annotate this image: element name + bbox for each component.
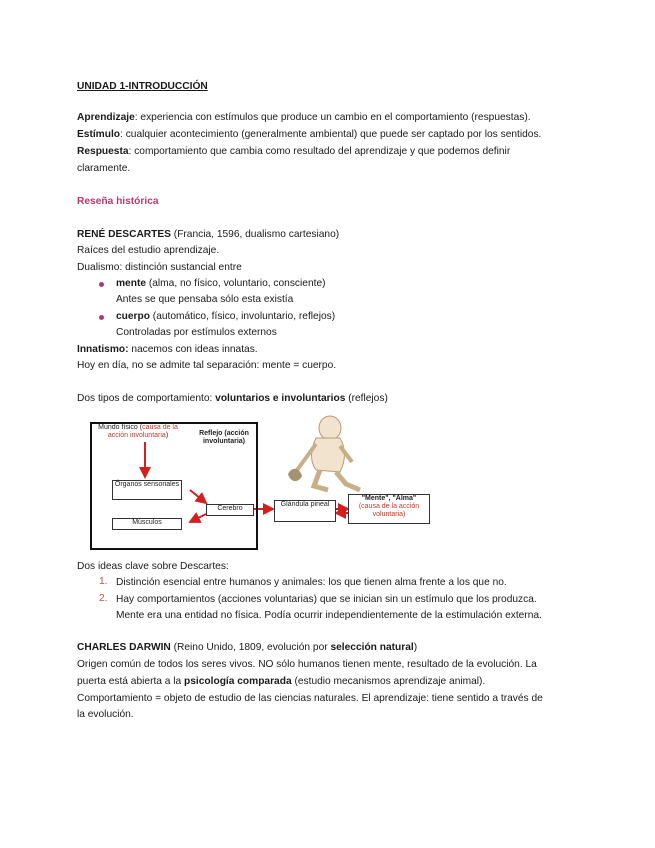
musculos-box: Músculos	[112, 518, 182, 530]
darwin-line-2: puerta está abierta a la psicología comparada (estudio mecanismos aprendizaje animal).	[77, 676, 486, 687]
section-heading: Reseña histórica	[77, 196, 159, 207]
mundo-fisico-label: Mundo físico (causa de la acción involuntaria)	[96, 424, 180, 442]
bullet-mente-sub: Antes se que pensaba sólo esta existía	[116, 294, 294, 305]
descartes-line-1: Raíces del estudio aprendizaje.	[77, 245, 220, 256]
statue-illustration	[280, 410, 372, 496]
mente-alma-box: "Mente", "Alma" (causa de la acción voluntaria)	[348, 494, 430, 524]
darwin-line-3: Comportamiento = objeto de estudio de las ciencias naturales. El aprendizaje: tiene sentido a través de	[77, 693, 543, 704]
glandula-box: Glándula pineal	[274, 500, 336, 522]
definition-respuesta: Respuesta: comportamiento que cambia como resultado del aprendizaje y que podemos definir	[77, 146, 511, 157]
descartes-line-2: Dualismo: distinción sustancial entre	[77, 262, 242, 273]
descartes-diagram	[90, 410, 510, 550]
page-title: UNIDAD 1-INTRODUCCIÓN	[77, 81, 208, 92]
definition-aprendizaje: Aprendizaje: experiencia con estímulos que produce un cambio en el comportamiento (respuestas).	[77, 112, 531, 123]
hoy-line: Hoy en día, no se admite tal separación: mente = cuerpo.	[77, 360, 337, 371]
innatismo-line: Innatismo: nacemos con ideas innatas.	[77, 344, 258, 355]
bullet-icon	[99, 315, 104, 320]
descartes-heading: RENÉ DESCARTES (Francia, 1596, dualismo cartesiano)	[77, 229, 340, 240]
reflejo-label: Reflejo (acción involuntaria)	[198, 430, 250, 450]
bullet-icon	[99, 282, 104, 287]
list-number: 1.	[99, 576, 108, 587]
cerebro-box: Cerebro	[206, 504, 254, 516]
bullet-cuerpo: cuerpo (automático, físico, involuntario, reflejos)	[116, 311, 336, 322]
idea-2-cont: Mente era una entidad no física. Podía ocurrir independientemente de la estimulación externa.	[116, 610, 542, 621]
darwin-heading: CHARLES DARWIN (Reino Unido, 1809, evolución por selección natural)	[77, 642, 418, 653]
darwin-line-1: Origen común de todos los seres vivos. NO sólo humanos tienen mente, resultado de la evolución. La	[77, 659, 537, 670]
dos-ideas-heading: Dos ideas clave sobre Descartes:	[77, 561, 229, 572]
definition-estimulo: Estímulo: cualquier acontecimiento (generalmente ambiental) que puede ser captado por los sentidos.	[77, 129, 542, 140]
bullet-mente: mente (alma, no físico, voluntario, consciente)	[116, 278, 326, 289]
organos-box: Órganos sensoriales	[112, 480, 182, 500]
dos-tipos-line: Dos tipos de comportamiento: voluntarios e involuntarios (reflejos)	[77, 393, 388, 404]
bullet-cuerpo-sub: Controladas por estímulos externos	[116, 327, 277, 338]
idea-1: Distinción esencial entre humanos y animales: los que tienen alma frente a los que no.	[116, 577, 507, 588]
idea-2: Hay comportamientos (acciones voluntarias) que se inician sin un estímulo que los produzca.	[116, 594, 537, 605]
list-number: 2.	[99, 593, 108, 604]
definition-respuesta-cont: claramente.	[77, 163, 131, 174]
darwin-line-4: la evolución.	[77, 709, 134, 720]
